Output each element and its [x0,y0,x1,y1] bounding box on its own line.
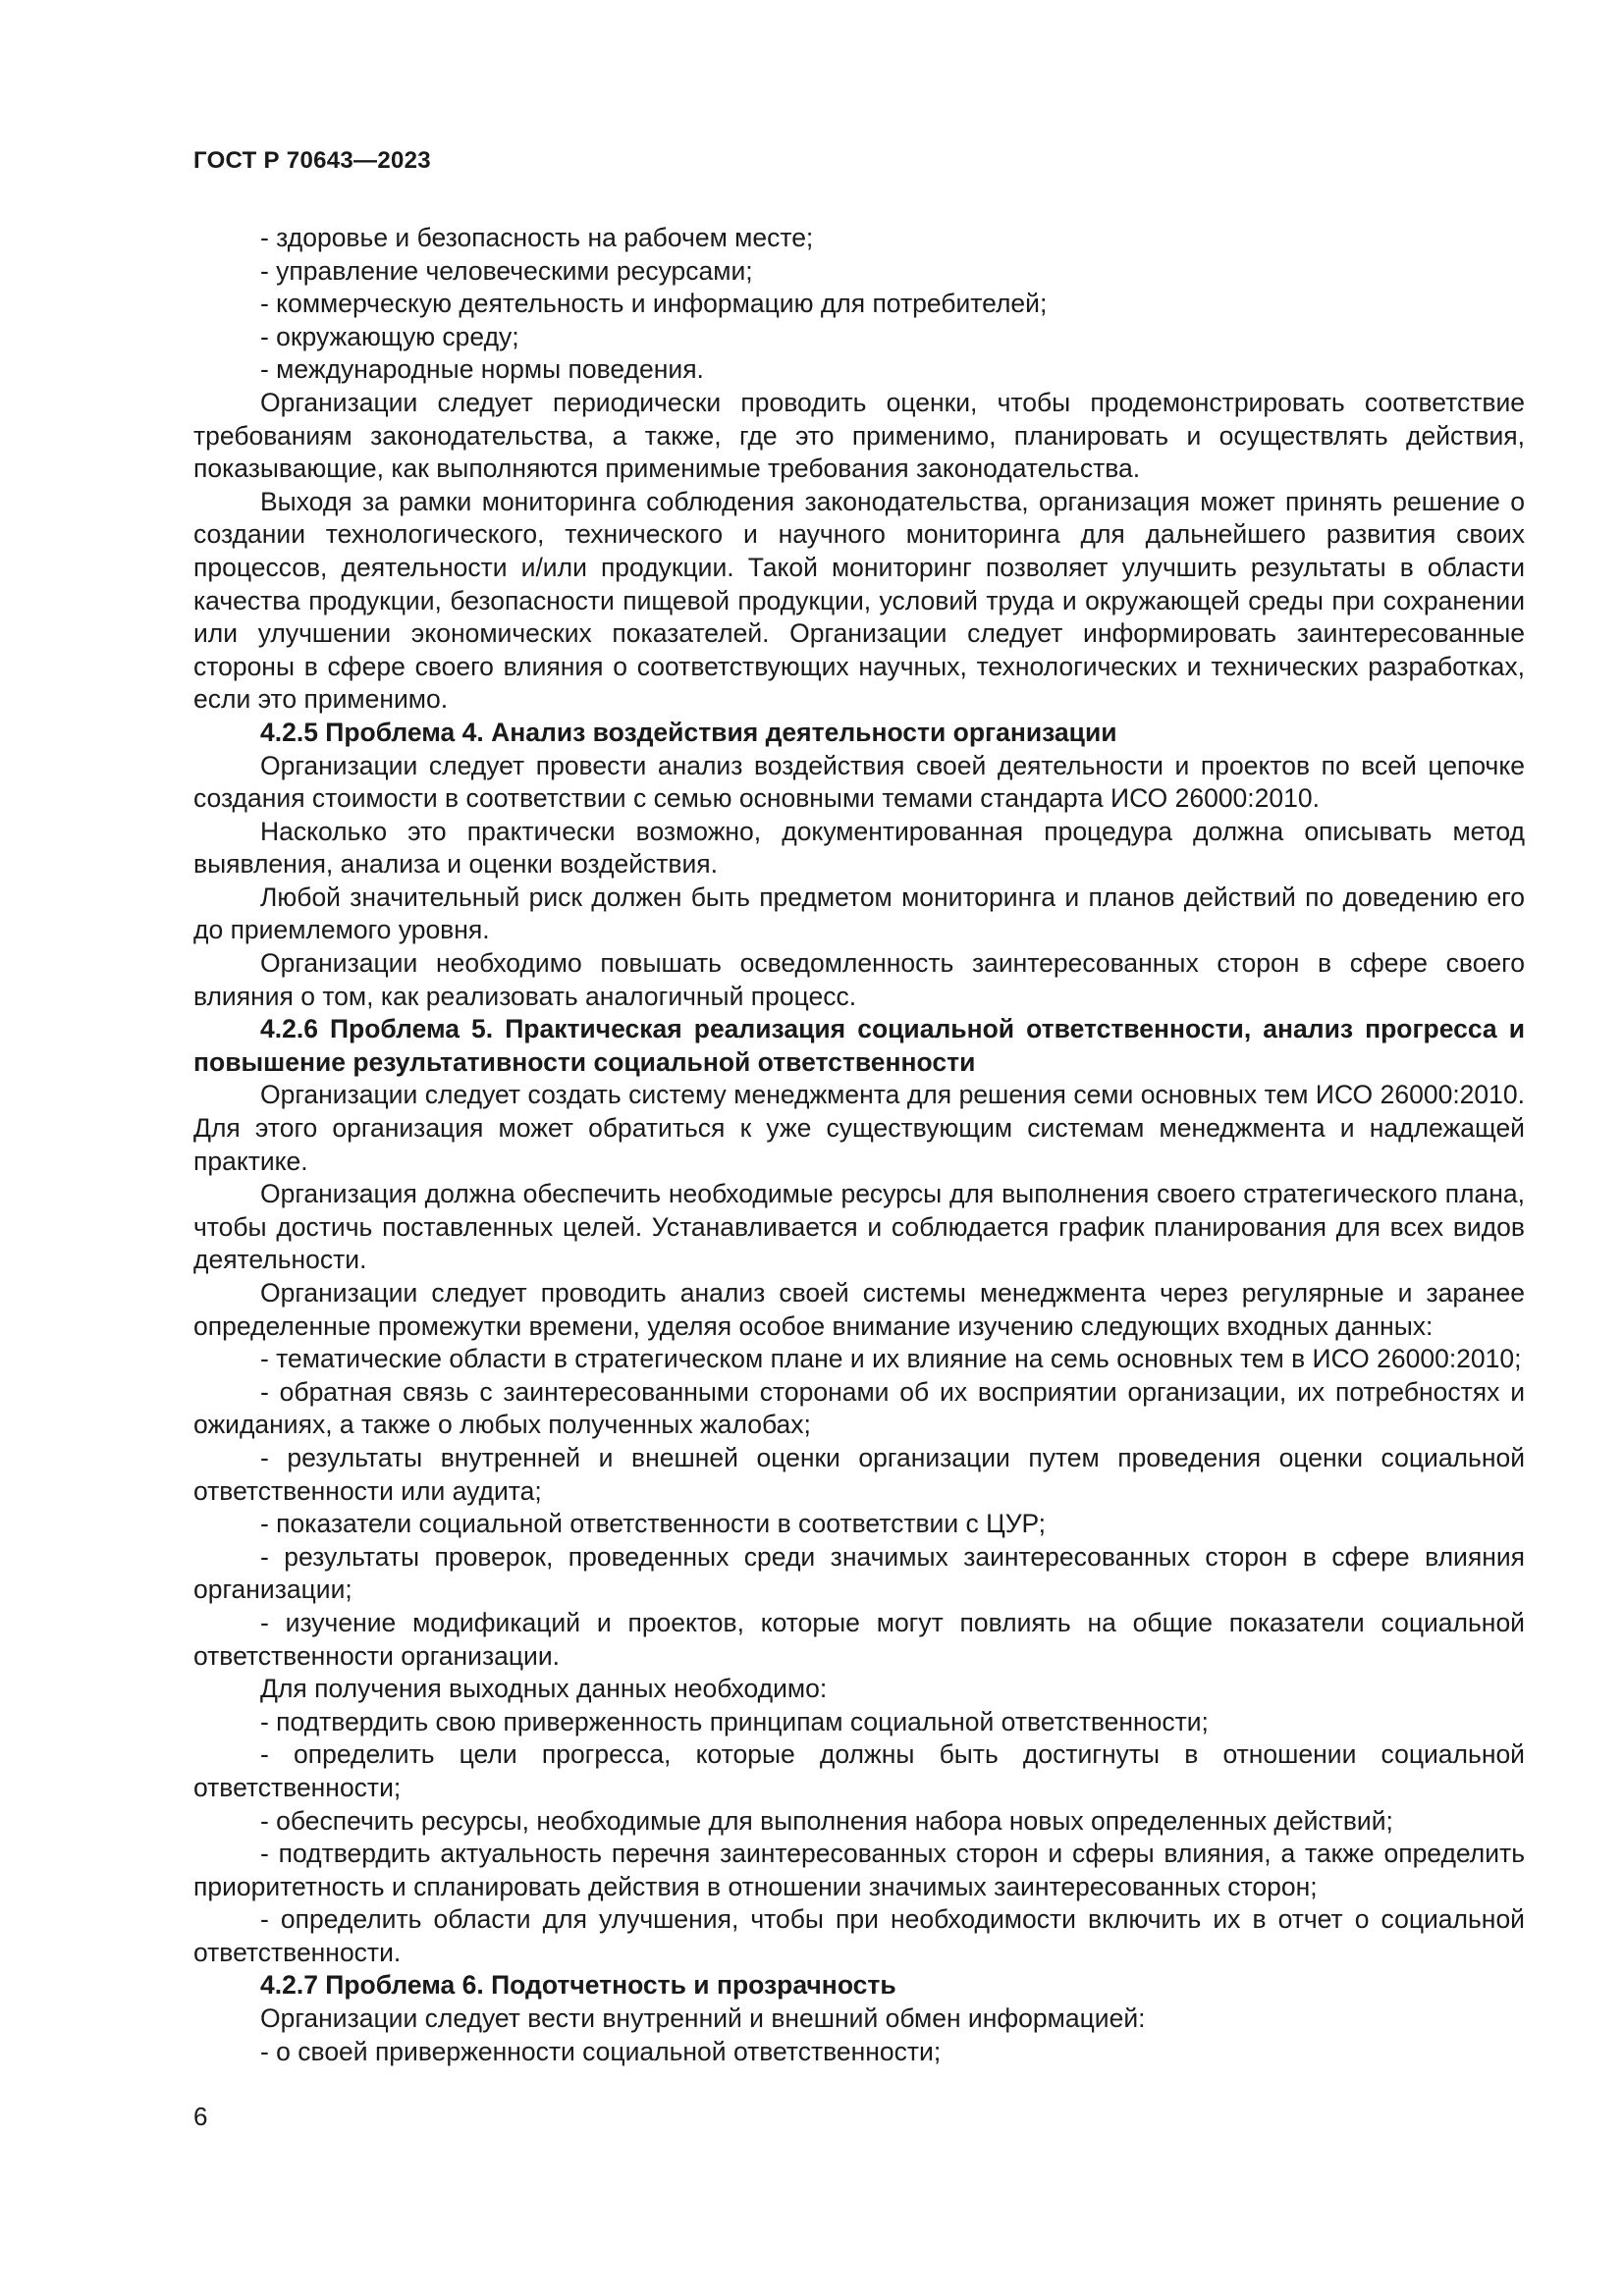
document-body [193,222,1525,2068]
body-paragraph: Любой значительный риск должен быть предметом мониторинга и планов действий по доведению его до приемлемого уровня. [193,881,1525,945]
body-paragraph: Организации следует провести анализ воздействия своей деятельности и проектов по всей цепочке создания стоимости в соответствии с семью основными темами стандарта ИСО 26000:2010. [193,750,1525,814]
section-heading: 4.2.7 Проблема 6. Подотчетность и прозрачность [260,1970,896,2001]
body-paragraph: - здоровье и безопасность на рабочем месте; [260,223,814,252]
body-paragraph: - определить области для улучшения, чтобы при необходимости включить их в отчет о социальной ответственности. [193,1904,1525,1967]
body-paragraph: - определить цели прогресса, которые должны быть достигнуты в отношении социальной ответственности; [193,1739,1525,1802]
page-number: 6 [193,2102,208,2131]
body-paragraph: Организации следует периодически проводить оценки, чтобы продемонстрировать соответствие требованиям законодательства, а также, где это применимо, планировать и осуществлять действия, показывающие, как выполняются применимые требования законодательства. [193,387,1525,484]
body-paragraph: - тематические области в стратегическом плане и их влияние на семь основных тем в ИСО 26000:2010; [260,1344,1522,1374]
body-paragraph: Насколько это практически возможно, документированная процедура должна описывать метод выявления, анализа и оценки воздействия. [193,816,1525,880]
section-heading: 4.2.6 Проблема 5. Практическая реализация социальной ответственности, анализ прогресса и повышение результативности социальной ответственности [193,1014,1525,1077]
body-paragraph: Выходя за рамки мониторинга соблюдения законодательства, организация может принять решение о создании технологического, технического и научного мониторинга для дальнейшего развития своих процессов, деятельности и/или продукции. Такой мониторинг позволяет улучшить результаты в области качества продукции, безопасности пищевой продукции, условий труда и окружающей среды при сохранении или улучшении экономических показателей. Организации следует информировать заинтересованные стороны в сфере своего влияния о соответствующих научных, технологических и технических разработках, если это применимо. [193,486,1525,715]
body-paragraph: - изучение модификаций и проектов, которые могут повлиять на общие показатели социальной ответственности организации. [193,1607,1525,1671]
body-paragraph: Организации следует создать систему менеджмента для решения семи основных тем ИСО 26000:2010. Для этого организация может обратиться к уже существующим системам менеджмента и надлежащей практике. [193,1080,1525,1176]
body-paragraph: Организации следует вести внутренний и внешний обмен информацией: [260,2003,1146,2034]
body-paragraph: - результаты проверок, проведенных среди значимых заинтересованных сторон в сфере влияния организации; [193,1541,1525,1605]
body-paragraph: Организация должна обеспечить необходимые ресурсы для выполнения своего стратегического плана, чтобы достичь поставленных целей. Устанавливается и соблюдается график планирования для всех видов деятельности. [193,1179,1525,1275]
body-paragraph: Организации необходимо повышать осведомленность заинтересованных сторон в сфере своего влияния о том, как реализовать аналогичный процесс. [193,948,1525,1011]
body-paragraph: - окружающую среду; [260,321,519,351]
document-code-header: ГОСТ Р 70643—2023 [193,147,431,174]
body-paragraph: - показатели социальной ответственности в соответствии с ЦУР; [260,1509,1047,1539]
body-paragraph: - коммерческую деятельность и информацию для потребителей; [260,289,1048,319]
body-paragraph: - подтвердить свою приверженность принципам социальной ответственности; [260,1706,1209,1736]
body-paragraph: Для получения выходных данных необходимо: [260,1674,828,1704]
body-paragraph: - результаты внутренней и внешней оценки организации путем проведения оценки социальной ответственности или аудита; [193,1442,1525,1506]
body-paragraph: - международные нормы поведения. [260,354,704,385]
body-paragraph: - обеспечить ресурсы, необходимые для выполнения набора новых определенных действий; [260,1805,1393,1836]
section-heading: 4.2.5 Проблема 4. Анализ воздействия деятельности организации [260,717,1117,747]
body-paragraph: Организации следует проводить анализ своей системы менеджмента через регулярные и заранее определенные промежутки времени, уделяя особое внимание изучению следующих входных данных: [193,1278,1525,1341]
body-paragraph: - управление человеческими ресурсами; [260,255,753,286]
body-paragraph: - обратная связь с заинтересованными сторонами об их восприятии организации, их потребностях и ожиданиях, а также о любых полученных жалобах; [193,1376,1525,1440]
body-paragraph: - о своей приверженности социальной ответственности; [260,2036,942,2066]
body-paragraph: - подтвердить актуальность перечня заинтересованных сторон и сферы влияния, а также определить приоритетность и спланировать действия в отношении значимых заинтересованных сторон; [193,1839,1525,1901]
